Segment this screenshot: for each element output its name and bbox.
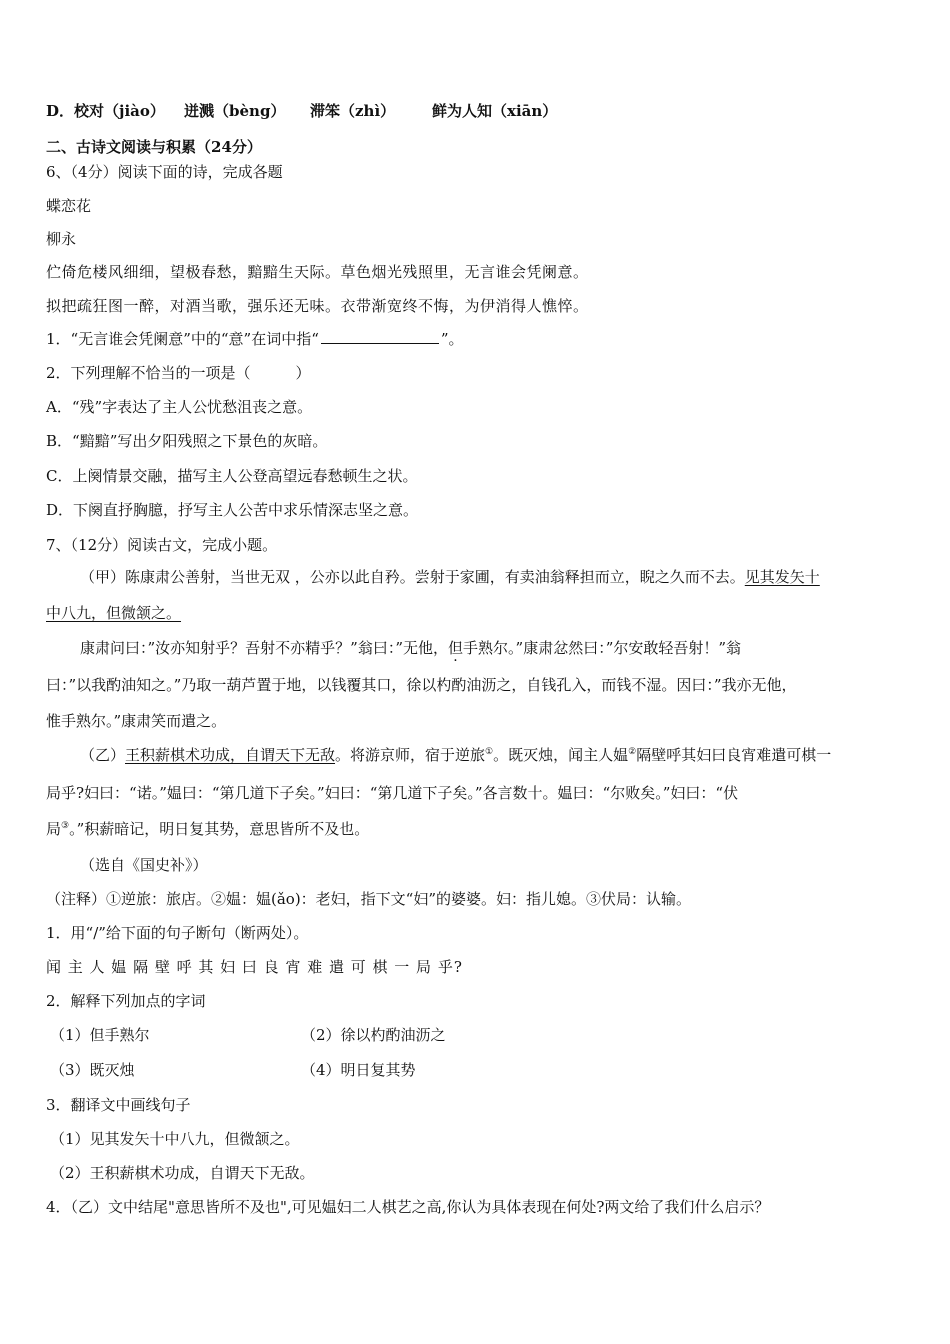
q7-sub2: 2．解释下列加点的字词 bbox=[46, 992, 206, 1010]
q7-sub2-item: （3）既灭烛 bbox=[50, 1061, 135, 1079]
q6-sub2: 2．下列理解不恰当的一项是（ ） bbox=[46, 364, 311, 382]
option-item: 迸溅（bèng） bbox=[184, 102, 286, 120]
option-item: 校对（jiào） bbox=[74, 102, 165, 120]
sentence-to-punctuate: 闻 主 人 媪 隔 壁 呼 其 妇 曰 良 宵 难 遣 可 棋 一 局 乎? bbox=[46, 958, 463, 976]
q6-intro: 6、（4分）阅读下面的诗，完成各题 bbox=[46, 163, 283, 181]
dotted-word: 但 bbox=[448, 639, 464, 657]
underlined-sentence: 王积薪棋术功成，自谓天下无敌 bbox=[125, 746, 336, 764]
q7-sub3-item: （2）王积薪棋术功成，自谓天下无敌。 bbox=[50, 1164, 315, 1182]
option-d: D．下阕直抒胸臆，抒写主人公苦中求乐情深志坚之意。 bbox=[46, 501, 419, 519]
passage-jia-line: 曰：”以我酌油知之。”乃取一葫芦置于地，以钱覆其口，徐以杓酌油沥之，自钱孔入，而钱不湿。因曰：”我亦无他， bbox=[46, 676, 797, 694]
q6-sub1: 1．“无言谁会凭阑意”中的“意”在词中指“ ”。 bbox=[46, 330, 464, 348]
q7-sub4: 4．（乙）文中结尾"意思皆所不及也",可见媪妇二人棋艺之高,你认为具体表现在何处?两文给了我们什么启示？ bbox=[46, 1198, 770, 1216]
passage-yi-line: 局乎?妇曰：“诺。”媪曰：“第几道下子矣。”妇曰：“第几道下子矣。”各言数十。媪曰：“尔败矣。”妇曰：“伏 bbox=[46, 784, 739, 802]
footnote-mark: ③ bbox=[61, 821, 70, 831]
q7-sub3-item: （1）见其发矢十中八九，但微颔之。 bbox=[50, 1130, 300, 1148]
q7-sub1: 1．用“/”给下面的句子断句（断两处）。 bbox=[46, 924, 309, 942]
underlined-sentence: 中八九，但微颔之。 bbox=[46, 604, 182, 622]
q7-sub2-item: （4）明日复其势 bbox=[301, 1061, 416, 1079]
q7-intro: 7、（12分）阅读古文，完成小题。 bbox=[46, 536, 278, 554]
q7-sub2-item: （1）但手熟尔 bbox=[50, 1026, 150, 1044]
option-c: C．上阕情景交融，描写主人公登高望远春愁顿生之状。 bbox=[46, 467, 418, 485]
passage-jia-line: （甲）陈康肃公善射，当世无双 ，公亦以此自矜。尝射于家圃，有卖油翁释担而立，睨之久而不去。见其发矢十 bbox=[80, 568, 820, 586]
poem-title: 蝶恋花 bbox=[46, 197, 92, 215]
section-title: 二、古诗文阅读与积累（24分） bbox=[46, 138, 262, 156]
underlined-sentence: 见其发矢十 bbox=[744, 568, 820, 586]
poem-line: 拟把疏狂图一醉，对酒当歌，强乐还无味。衣带渐宽终不悔，为伊消得人憔悴。 bbox=[46, 297, 589, 315]
option-b: B．“黯黯”写出夕阳残照之下景色的灰暗。 bbox=[46, 432, 328, 450]
passage-yi-line: （乙）王积薪棋术功成，自谓天下无敌。将游京师，宿于逆旅①。既灭烛，闻主人媪②隔壁呼其妇曰良宵难遣可棋一 bbox=[80, 746, 832, 764]
passage-jia-line: 惟手熟尔。”康肃笑而遣之。 bbox=[46, 712, 227, 730]
option-a: A．“残”字表达了主人公忧愁沮丧之意。 bbox=[46, 398, 313, 416]
q5-option-d bbox=[46, 101, 557, 121]
q7-sub3: 3．翻译文中画线句子 bbox=[46, 1096, 191, 1114]
poet-name: 柳永 bbox=[46, 230, 77, 248]
option-item: 鲜为人知（xiān） bbox=[432, 102, 558, 120]
footnote-mark: ① bbox=[485, 747, 494, 757]
passage-jia-line: 康肃问曰：”汝亦知射乎？吾射不亦精乎？”翁曰：”无他，但手熟尔。”康肃忿然曰：”尔安敢轻吾射！”翁 bbox=[80, 639, 742, 657]
passage-source: （选自《国史补》） bbox=[80, 856, 208, 874]
answer-blank[interactable] bbox=[321, 329, 439, 344]
passage-yi-line: 局③。”积薪暗记，明日复其势，意思皆所不及也。 bbox=[46, 820, 370, 838]
poem-line: 伫倚危楼风细细，望极春愁，黯黯生天际。草色烟光残照里，无言谁会凭阑意。 bbox=[46, 263, 589, 281]
q7-sub2-item: （2）徐以杓酌油沥之 bbox=[301, 1026, 446, 1044]
annotation-notes: （注释）①逆旅：旅店。②媪：媪(ǎo)：老妇，指下文“妇”的婆婆。妇：指儿媳。③伏局：认输。 bbox=[46, 890, 692, 908]
option-item: 滞笨（zhì） bbox=[310, 102, 396, 120]
passage-jia-line bbox=[46, 603, 181, 623]
option-label: D． bbox=[46, 102, 75, 120]
footnote-mark: ② bbox=[628, 747, 637, 757]
